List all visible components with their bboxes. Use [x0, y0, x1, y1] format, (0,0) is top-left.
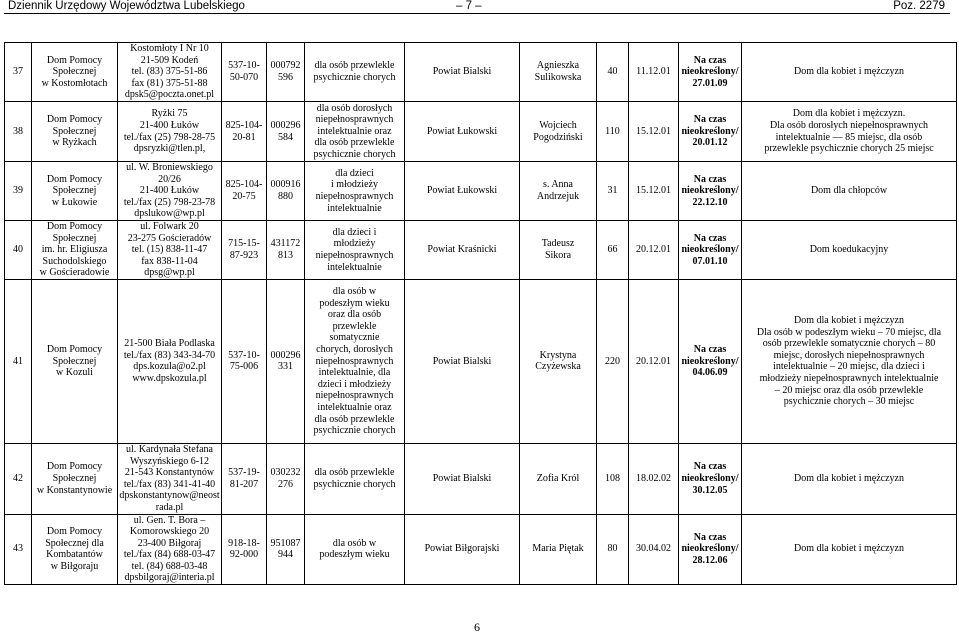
facility-address: ul. Kardynała Stefana Wyszyńskiego 6-12 21-543 Konstantynów tel./fax (83) 341-41-40 dpskonstantynow@neost rada.pl — [119, 443, 220, 513]
registration-date: 20.12.01 — [629, 279, 679, 443]
places-count: 80 — [597, 514, 629, 585]
regon-number: 537-19- 81-207 — [222, 443, 267, 514]
facility-profile: Dom dla chłopców — [742, 162, 957, 221]
facility-name: Dom Pomocy Społecznej w Łukowie — [32, 162, 118, 221]
validity-period: Na czas nieokreślony/ 20.01.12 — [679, 102, 742, 162]
regon-number: 537-10- 75-006 — [222, 279, 267, 443]
validity-period: Na czas nieokreślony/ 27.01.09 — [679, 43, 742, 102]
places-count: 220 — [597, 279, 629, 443]
district: Powiat Bialski — [405, 443, 520, 514]
resident-type: dla osób w podeszłym wieku — [305, 514, 405, 585]
facility-address: ul. Folwark 20 23-275 Gościeradów tel. (15) 838-11-47 fax 838-11-04 dpsg@wp.pl — [118, 220, 222, 279]
facility-address: Ryżki 75 21-400 Łuków tel./fax (25) 798-28-75 dpsryzki@tlen.pl, — [118, 102, 222, 162]
validity-period: Na czas nieokreślony/ 30.12.05 — [679, 443, 742, 514]
row-number: 39 — [5, 162, 32, 221]
nip-number: 000916 880 — [267, 162, 305, 221]
table-row — [5, 102, 957, 162]
facility-address: ul. Gen. T. Bora – Komorowskiego 20 23-400 Biłgoraj tel./fax (84) 688-03-47 tel. (84) 688-03-48 dpsbilgoraj@interia.pl — [118, 514, 222, 585]
table-row — [5, 220, 957, 279]
resident-type: dla osób przewlekle psychicznie chorych — [305, 443, 405, 514]
places-count: 31 — [597, 162, 629, 221]
page-marker: – 7 – — [456, 0, 482, 12]
validity-period: Na czas nieokreślony/ 07.01.10 — [679, 220, 742, 279]
registration-date: 18.02.02 — [629, 443, 679, 514]
registration-date: 11.12.01 — [629, 43, 679, 102]
table-row — [5, 43, 957, 102]
position-number: Poz. 2279 — [893, 0, 945, 12]
validity-period: Na czas nieokreślony/ 28.12.06 — [679, 514, 742, 585]
page-number: 6 — [474, 620, 480, 634]
resident-type: dla osób w podeszłym wieku oraz dla osób przewlekle somatycznie chorych, dorosłych niepełnosprawnych intelektualnie, dla dzieci i młodzieży niepełnosprawnych intelektualnie oraz dla osób przewlekle psychicznie chorych — [305, 279, 405, 443]
header-rule — [4, 13, 950, 14]
nip-number: 431172 813 — [267, 220, 305, 279]
places-count: 108 — [597, 443, 629, 514]
row-number: 43 — [5, 514, 32, 585]
district: Powiat Bialski — [405, 43, 520, 102]
registration-date: 30.04.02 — [629, 514, 679, 585]
nip-number: 000792 596 — [267, 43, 305, 102]
facility-address: 21-500 Biała Podlaska tel./fax (83) 343-34-70 dps.kozula@o2.pl www.dpskozula.pl — [118, 279, 222, 443]
regon-number: 537-10- 50-070 — [222, 43, 267, 102]
places-count: 110 — [597, 102, 629, 162]
resident-type: dla osób dorosłych niepełnosprawnych intelektualnie oraz dla osób przewlekle psychicznie chorych — [305, 102, 405, 162]
nip-number: 951087 944 — [267, 514, 305, 585]
facility-name: Dom Pomocy Społecznej w Ryżkach — [32, 102, 118, 162]
registration-date: 15.12.01 — [629, 162, 679, 221]
validity-period: Na czas nieokreślony/ 22.12.10 — [679, 162, 742, 221]
facility-address: Kostomłoty I Nr 10 21-509 Kodeń tel. (83) 375-51-86 fax (81) 375-51-88 dpsk5@poczta.onet.pl — [118, 43, 222, 102]
director-name: s. Anna Andrzejuk — [520, 162, 597, 221]
resident-type: dla osób przewlekle psychicznie chorych — [305, 43, 405, 102]
row-number: 37 — [5, 43, 32, 102]
regon-number: 825-104- 20-81 — [222, 102, 267, 162]
row-number: 41 — [5, 279, 32, 443]
facility-address: ul. W. Broniewskiego 20/26 21-400 Łuków tel./fax (25) 798-23-78 dpslukow@wp.pl — [118, 162, 222, 221]
facility-name: Dom Pomocy Społecznej w Kostomłotach — [32, 43, 118, 102]
table-row — [5, 514, 957, 585]
journal-title: Dziennik Urzędowy Województwa Lubelskiego — [8, 0, 245, 12]
facility-profile: Dom dla kobiet i mężczyzn — [742, 514, 957, 585]
table-row — [5, 443, 957, 514]
row-number: 40 — [5, 220, 32, 279]
facility-profile: Dom dla kobiet i mężczyzn. Dla osób dorosłych niepełnosprawnych intelektualnie — 85 miejsc, dla osób przewlekle psychicznie chorych 25 miejsc — [742, 102, 957, 162]
district: Powiat Łukowski — [405, 162, 520, 221]
resident-type: dla dzieci i młodzieży niepełnosprawnych intelektualnie — [305, 220, 405, 279]
director-name: Tadeusz Sikora — [520, 220, 597, 279]
table-row — [5, 162, 957, 221]
facility-name: Dom Pomocy Społecznej dla Kombatantów w Biłgoraju — [32, 514, 118, 585]
director-name: Wojciech Pogodziński — [520, 102, 597, 162]
facility-name: Dom Pomocy Społecznej w Konstantynowie — [32, 443, 118, 514]
resident-type: dla dzieci i młodzieży niepełnosprawnych intelektualnie — [305, 162, 405, 221]
director-name: Zofia Król — [520, 443, 597, 514]
director-name: Maria Piętak — [520, 514, 597, 585]
regon-number: 715-15- 87-923 — [222, 220, 267, 279]
district: Powiat Biłgorajski — [405, 514, 520, 585]
registration-date: 20.12.01 — [629, 220, 679, 279]
regon-number: 825-104- 20-75 — [222, 162, 267, 221]
district: Powiat Kraśnicki — [405, 220, 520, 279]
facility-name: Dom Pomocy Społecznej im. hr. Eligiusza Suchodolskiego w Gościeradowie — [32, 220, 118, 279]
district: Powiat Bialski — [405, 279, 520, 443]
facility-profile: Dom dla kobiet i mężczyzn — [742, 43, 957, 102]
row-number: 42 — [5, 443, 32, 514]
places-count: 66 — [597, 220, 629, 279]
registry-table — [4, 42, 957, 585]
director-name: Krystyna Czyżewska — [520, 279, 597, 443]
row-number: 38 — [5, 102, 32, 162]
director-name: Agnieszka Sulikowska — [520, 43, 597, 102]
nip-number: 000296 584 — [267, 102, 305, 162]
district: Powiat Łukowski — [405, 102, 520, 162]
registration-date: 15.12.01 — [629, 102, 679, 162]
nip-number: 000296 331 — [267, 279, 305, 443]
regon-number: 918-18- 92-000 — [222, 514, 267, 585]
validity-period: Na czas nieokreślony/ 04.06.09 — [679, 279, 742, 443]
places-count: 40 — [597, 43, 629, 102]
facility-profile: Dom dla kobiet i mężczyzn Dla osób w podeszłym wieku – 70 miejsc, dla osób przewlekle somatycznie chorych – 80 miejsc, dorosłych niepełnosprawnych intelektualnie – 20 miejsc, dla dzieci i młodzieży niepełnosprawnych intelektualnie – 20 miejsc oraz dla osób przewlekle psychicznie chorych – 30 miejsc — [742, 279, 957, 443]
page-header — [4, 0, 949, 13]
table-row — [5, 279, 957, 443]
nip-number: 030232 276 — [267, 443, 305, 514]
facility-profile: Dom dla kobiet i mężczyzn — [742, 443, 957, 514]
facility-profile: Dom koedukacyjny — [742, 220, 957, 279]
facility-name: Dom Pomocy Społecznej w Kozuli — [32, 279, 118, 443]
